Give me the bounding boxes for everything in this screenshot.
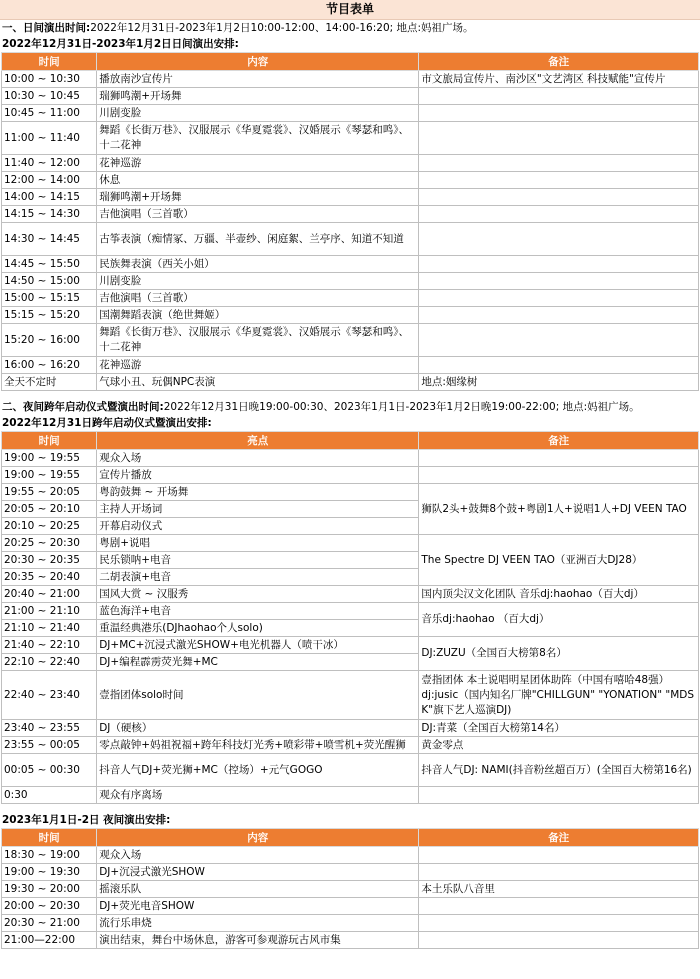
cell-note	[419, 467, 699, 484]
cell-note	[419, 290, 699, 307]
section3-subheading: 2023年1月1日-2日 夜间演出安排:	[2, 814, 171, 826]
table-row	[2, 155, 699, 172]
cell-content: 气球小丑、玩偶NPC表演	[97, 374, 419, 391]
cell-note	[419, 450, 699, 467]
cell-time: 14:30 ~ 14:45	[2, 223, 97, 256]
cell-time: 00:05 ~ 00:30	[2, 754, 97, 787]
cell-time: 19:00 ~ 19:55	[2, 450, 97, 467]
cell-note	[419, 307, 699, 324]
cell-content: 二胡表演+电音	[97, 569, 419, 586]
cell-note	[419, 864, 699, 881]
cell-note	[419, 256, 699, 273]
cell-time: 20:00 ~ 20:30	[2, 898, 97, 915]
cell-note	[419, 787, 699, 804]
cell-content: DJ+MC+沉浸式激光SHOW+电光机器人（喷干冰）	[97, 637, 419, 654]
cell-content: 民族舞表演（西关小姐）	[97, 256, 419, 273]
cell-time: 23:40 ~ 23:55	[2, 720, 97, 737]
cell-time: 23:55 ~ 00:05	[2, 737, 97, 754]
cell-content: 花神巡游	[97, 357, 419, 374]
cell-time: 22:10 ~ 22:40	[2, 654, 97, 671]
night-schedule-jan-body	[2, 847, 699, 949]
table-row	[2, 450, 699, 467]
cell-content: 古筝表演（痴情冢、万疆、半壶纱、闲庭絮、兰亭序、知道不知道	[97, 223, 419, 256]
table-row	[2, 586, 699, 603]
cell-content: 零点敲钟+妈祖祝福+跨年科技灯光秀+喷彩带+喷雪机+荧光醒狮	[97, 737, 419, 754]
night-schedule-jan-table	[1, 828, 699, 949]
cell-note: DJ:青菜（全国百大榜第14名）	[419, 720, 699, 737]
night-schedule-body	[2, 450, 699, 804]
note-line: dj:jusic（国内知名厂牌"CHILLGUN" "YONATION" "MDSK"旗下艺人巡演DJ)	[421, 688, 695, 716]
table-header-row	[2, 829, 699, 847]
cell-note: The Spectre DJ VEEN TAO（亚洲百大DJ28）	[419, 535, 699, 586]
cell-note	[419, 898, 699, 915]
cell-content: 粤剧+说唱	[97, 535, 419, 552]
cell-time: 19:00 ~ 19:30	[2, 864, 97, 881]
cell-time: 11:00 ~ 11:40	[2, 122, 97, 155]
table-row	[2, 467, 699, 484]
table-row	[2, 223, 699, 256]
cell-time: 19:30 ~ 20:00	[2, 881, 97, 898]
cell-time: 15:15 ~ 15:20	[2, 307, 97, 324]
header-content: 内容	[97, 829, 419, 847]
table-row	[2, 172, 699, 189]
table-row	[2, 898, 699, 915]
section2-subheading: 2022年12月31日跨年启动仪式暨演出安排:	[2, 417, 212, 429]
header-note: 备注	[419, 432, 699, 450]
note-line: 壹指团体 本土说唱明星团体助阵（中国有嘻哈48强）	[421, 673, 670, 686]
cell-content: 重温经典港乐(DJhaohao个人solo)	[97, 620, 419, 637]
cell-note	[419, 122, 699, 155]
day-schedule-body	[2, 71, 699, 391]
table-row	[2, 71, 699, 88]
cell-time: 14:45 ~ 15:50	[2, 256, 97, 273]
table-row	[2, 206, 699, 223]
cell-time: 10:30 ~ 10:45	[2, 88, 97, 105]
cell-note	[419, 105, 699, 122]
table-row	[2, 932, 699, 949]
cell-time: 20:05 ~ 20:10	[2, 501, 97, 518]
cell-time: 14:50 ~ 15:00	[2, 273, 97, 290]
cell-note	[419, 206, 699, 223]
cell-note	[419, 172, 699, 189]
cell-content: 舞蹈《长街万巷》、汉服展示《华夏霓裳》、汉婚展示《琴瑟和鸣》、十二花神	[97, 122, 419, 155]
header-note: 备注	[419, 829, 699, 847]
table-row	[2, 122, 699, 155]
section2-heading-text: 2022年12月31日晚19:00-00:30、2023年1月1日-2023年1月2日晚19:00-22:00; 地点:妈祖广场。	[163, 401, 640, 413]
cell-time: 20:40 ~ 21:00	[2, 586, 97, 603]
cell-content: 壹指团体solo时间	[97, 671, 419, 720]
cell-time: 21:00 ~ 21:10	[2, 603, 97, 620]
cell-content: 播放南沙宣传片	[97, 71, 419, 88]
table-row	[2, 737, 699, 754]
table-row	[2, 88, 699, 105]
cell-content: 摇滚乐队	[97, 881, 419, 898]
section1-heading-prefix: 一、日间演出时间:	[2, 22, 91, 34]
table-row	[2, 720, 699, 737]
table-header-row	[2, 432, 699, 450]
cell-note	[419, 324, 699, 357]
cell-time: 10:00 ~ 10:30	[2, 71, 97, 88]
cell-content: DJ（硬核）	[97, 720, 419, 737]
cell-content: 民乐锁呐+电音	[97, 552, 419, 569]
header-time: 时间	[2, 432, 97, 450]
table-row	[2, 273, 699, 290]
table-row	[2, 915, 699, 932]
table-row	[2, 847, 699, 864]
cell-time: 11:40 ~ 12:00	[2, 155, 97, 172]
cell-content: 花神巡游	[97, 155, 419, 172]
cell-content: 国潮舞蹈表演（绝世舞姬）	[97, 307, 419, 324]
cell-content: DJ+编程霹雳荧光舞+MC	[97, 654, 419, 671]
cell-content: 演出结束，舞台中场休息，游客可参观游玩古风市集	[97, 932, 419, 949]
table-row	[2, 637, 699, 654]
table-row	[2, 881, 699, 898]
cell-content: DJ+荧光电音SHOW	[97, 898, 419, 915]
cell-content: 国风大赏 ~ 汉服秀	[97, 586, 419, 603]
cell-note: DJ:ZUZU（全国百大榜第8名）	[419, 637, 699, 671]
section1-heading-text: 2022年12月31日-2023年1月2日10:00-12:00、14:00-16:20; 地点:妈祖广场。	[90, 22, 474, 34]
night-schedule-table	[1, 431, 699, 804]
cell-note	[419, 932, 699, 949]
table-row	[2, 324, 699, 357]
cell-time: 21:40 ~ 22:10	[2, 637, 97, 654]
cell-content: 瑞狮鸣潮+开场舞	[97, 88, 419, 105]
cell-note	[419, 189, 699, 206]
header-highlight: 亮点	[97, 432, 419, 450]
cell-content: 川剧变脸	[97, 105, 419, 122]
table-row	[2, 189, 699, 206]
cell-time: 20:35 ~ 20:40	[2, 569, 97, 586]
table-row	[2, 864, 699, 881]
table-row	[2, 787, 699, 804]
cell-content: 休息	[97, 172, 419, 189]
table-row	[2, 290, 699, 307]
cell-content: 观众有序离场	[97, 787, 419, 804]
section1-heading	[0, 20, 700, 36]
cell-note	[419, 88, 699, 105]
cell-time: 19:55 ~ 20:05	[2, 484, 97, 501]
table-header-row	[2, 53, 699, 71]
cell-content: 抖音人气DJ+荧光狮+MC（控场）+元气GOGO	[97, 754, 419, 787]
table-row	[2, 671, 699, 720]
header-content: 内容	[97, 53, 419, 71]
table-row	[2, 374, 699, 391]
table-row	[2, 484, 699, 501]
cell-time: 19:00 ~ 19:55	[2, 467, 97, 484]
cell-content: 川剧变脸	[97, 273, 419, 290]
cell-time: 21:00—22:00	[2, 932, 97, 949]
cell-time: 14:15 ~ 14:30	[2, 206, 97, 223]
cell-content: 舞蹈《长街万巷》、汉服展示《华夏霓裳》、汉婚展示《琴瑟和鸣》、十二花神	[97, 324, 419, 357]
table-row	[2, 603, 699, 620]
cell-time: 22:40 ~ 23:40	[2, 671, 97, 720]
table-row	[2, 357, 699, 374]
cell-note: 国内顶尖汉文化团队 音乐dj:haohao（百大dj）	[419, 586, 699, 603]
cell-note: 本土乐队八音里	[419, 881, 699, 898]
cell-time: 12:00 ~ 14:00	[2, 172, 97, 189]
cell-time: 20:25 ~ 20:30	[2, 535, 97, 552]
cell-time: 20:30 ~ 21:00	[2, 915, 97, 932]
cell-content: 观众入场	[97, 847, 419, 864]
cell-content: 开幕启动仪式	[97, 518, 419, 535]
cell-note	[419, 915, 699, 932]
cell-content: 瑞狮鸣潮+开场舞	[97, 189, 419, 206]
cell-content: 主持人开场词	[97, 501, 419, 518]
cell-note	[419, 273, 699, 290]
cell-note: 黄金零点	[419, 737, 699, 754]
cell-time: 0:30	[2, 787, 97, 804]
cell-time: 21:10 ~ 21:40	[2, 620, 97, 637]
cell-content: 流行乐串烧	[97, 915, 419, 932]
cell-content: 宣传片播放	[97, 467, 419, 484]
cell-note: 音乐dj:haohao （百大dj）	[419, 603, 699, 637]
table-row	[2, 256, 699, 273]
section1-subheading: 2022年12月31日-2023年1月2日日间演出安排:	[2, 38, 239, 50]
cell-content: DJ+沉浸式激光SHOW	[97, 864, 419, 881]
cell-note	[419, 671, 699, 720]
cell-time: 10:45 ~ 11:00	[2, 105, 97, 122]
cell-time: 15:00 ~ 15:15	[2, 290, 97, 307]
cell-time: 20:30 ~ 20:35	[2, 552, 97, 569]
table-row	[2, 105, 699, 122]
table-row	[2, 754, 699, 787]
cell-note	[419, 223, 699, 256]
header-note: 备注	[419, 53, 699, 71]
cell-content: 粤韵鼓舞 ~ 开场舞	[97, 484, 419, 501]
cell-content: 观众入场	[97, 450, 419, 467]
cell-time: 全天不定时	[2, 374, 97, 391]
cell-content: 吉他演唱（三首歌）	[97, 290, 419, 307]
table-row	[2, 307, 699, 324]
cell-time: 15:20 ~ 16:00	[2, 324, 97, 357]
cell-time: 20:10 ~ 20:25	[2, 518, 97, 535]
cell-time: 14:00 ~ 14:15	[2, 189, 97, 206]
day-schedule-table	[1, 52, 699, 391]
cell-note: 市文旅局宣传片、南沙区"文艺湾区 科技赋能"宣传片	[419, 71, 699, 88]
header-time: 时间	[2, 829, 97, 847]
page-title: 节目表单	[0, 0, 700, 20]
cell-time: 16:00 ~ 16:20	[2, 357, 97, 374]
cell-note	[419, 847, 699, 864]
cell-note	[419, 155, 699, 172]
cell-note: 狮队2头+鼓舞8个鼓+粤剧1人+说唱1人+DJ VEEN TAO	[419, 484, 699, 535]
cell-note: 地点:姻缘树	[419, 374, 699, 391]
table-row	[2, 535, 699, 552]
cell-note: 抖音人气DJ: NAMI(抖音粉丝超百万）(全国百大榜第16名)	[419, 754, 699, 787]
header-time: 时间	[2, 53, 97, 71]
cell-content: 蓝色海洋+电音	[97, 603, 419, 620]
section2-heading-prefix: 二、夜间跨年启动仪式暨演出时间:	[2, 401, 164, 413]
section2-heading	[0, 399, 700, 415]
cell-note	[419, 357, 699, 374]
cell-time: 18:30 ~ 19:00	[2, 847, 97, 864]
cell-content: 吉他演唱（三首歌）	[97, 206, 419, 223]
